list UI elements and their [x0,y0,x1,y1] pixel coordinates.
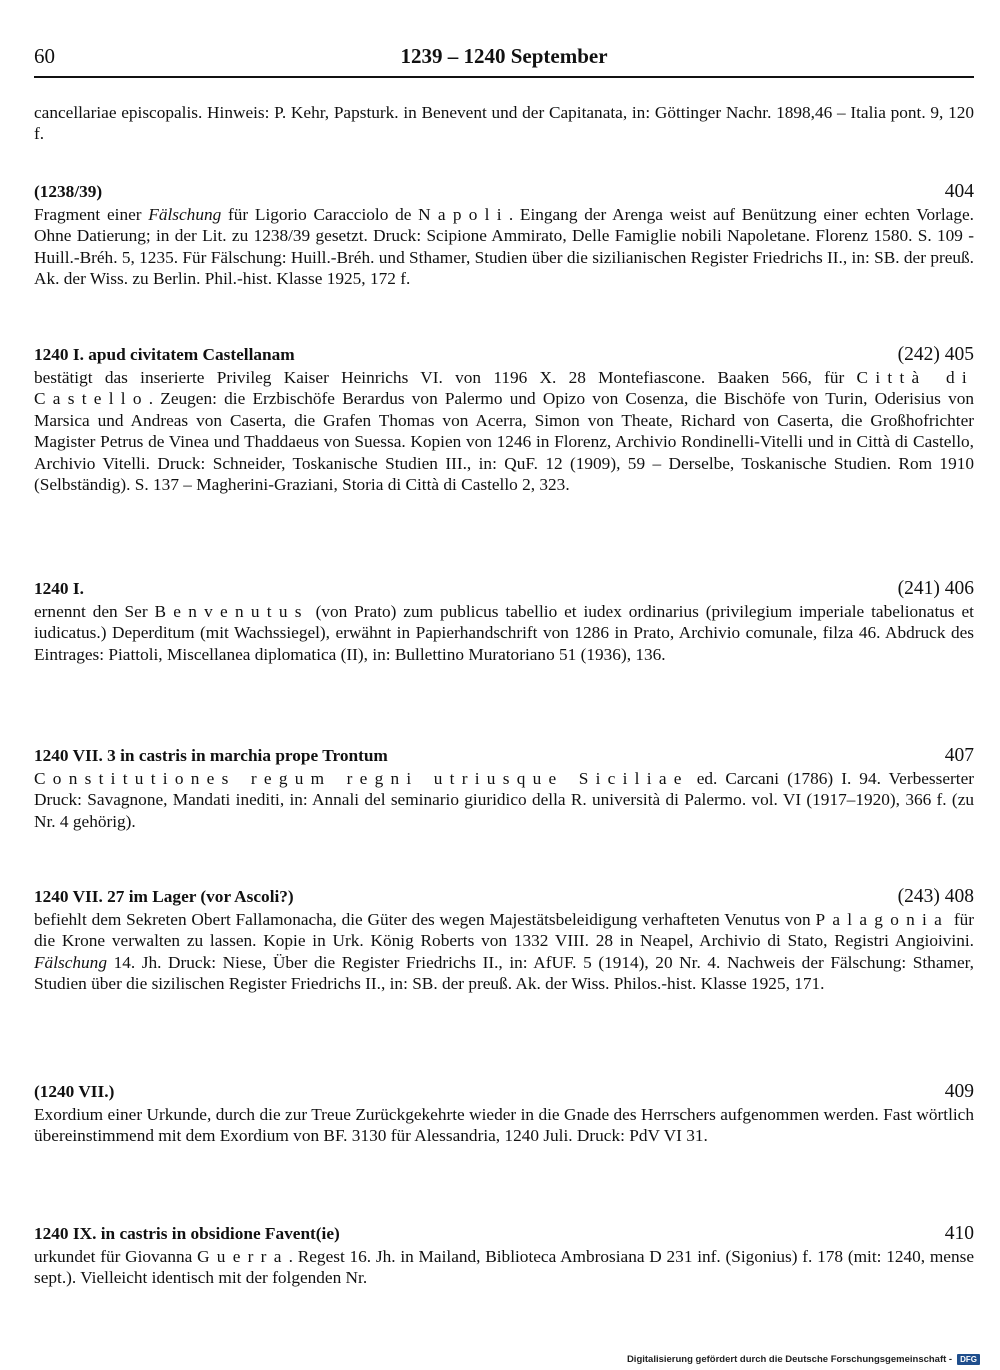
entry-text [34,601,974,665]
text-run: befiehlt dem Sekreten Obert Fallamonacha, die Güter des wegen Majestätsbeleidigung verhafteten Venutus von [34,910,816,929]
entry-text [34,1246,974,1289]
entry-date: (1240 VII.) [34,1082,115,1101]
text-run: . Regest 16. Jh. in Mailand, Biblioteca Ambrosiana D 231 inf. (Sigonius) f. 178 (mit: 1240, mense sept.). Vielleicht identisch mit der folgenden Nr. [34,1247,974,1288]
text-run: für die Krone verwalten zu lassen. Kopie in Urk. König Roberts von 1332 VIII. 28 in Neapel, Archivio di Stato, Registri Angioivini. [34,910,974,951]
entry-number: (241) 406 [897,578,974,599]
entry-text [34,367,974,495]
text-run: 14. Jh. Druck: Niese, Über die Register Friedrichs II., in: AfUF. 5 (1914), 20 Nr. 4. Nachweis der Fälschung: Sthamer, Studien über die sizilischen Register Friedrichs II., in: SB. der preuß. Ak. der Wiss. Philos.-hist. Klasse 1925, 171. [34,952,974,994]
spaced-name: Constitutiones regum regni utriusque Siciliae [34,769,689,788]
entry-date: 1240 VII. 27 im Lager (vor Ascoli?) [34,887,294,906]
text-run: . Zeugen: die Erzbischöfe Berardus von Palermo und Opizo von Cosenza, die Bischöfe von Turin, Oderisius von Marsica und Andreas von Caserta, die Grafen Thomas von Acerra, Simon von Theate, Richard von Caserta, die Großhofrichter Magister Petrus de Vinea und Thaddaeus von Suessa. Kopien von 1246 in Florenz, Archivio Rondinelli-Vitelli und in Città di Castello, Archivio Vitelli. Druck: Schneider, Toskanische Studien III., in: QuF. 12 (1909), 59 – Derselbe, Toskanische Studien. Rom 1910 (Selbständig). S. 137 – Magherini-Graziani, Storia di Città di Castello 2, 323. [34,389,974,495]
spaced-name: Città di Castello [34,368,974,409]
entry-number: (242) 405 [897,344,974,365]
intro-paragraph: cancellariae episcopalis. Hinweis: P. Kehr, Papsturk. in Benevent und der Capitanata, in: Göttinger Nachr. 1898,46 – Italia pont. 9, 120 f. [34,103,974,144]
footer-text: Digitalisierung gefördert durch die Deutsche Forschungsgemeinschaft - [626,1353,953,1365]
text-run: Fragment einer [34,205,149,224]
entry-405 [34,343,974,495]
entry-text [34,204,974,290]
entry-head [34,343,974,367]
entry-head [34,180,974,204]
text-run: bestätigt das inserierte Privileg Kaiser Heinrichs VI. von 1196 X. 28 Montefiascone. Baaken 566, für [34,368,857,387]
entry-text [34,768,974,832]
entry-date: 1240 I. [34,579,84,598]
entry-head [34,1222,974,1246]
entry-head [34,744,974,768]
italic-term: Fälschung [34,952,107,972]
entry-404 [34,180,974,290]
text-run: Exordium einer Urkunde, durch die zur Treue Zurückgekehrte wieder in die Gnade des Herrschers aufgenommen werden. Fast wörtlich übereinstimmend mit dem Exordium von BF. 3130 für Alessandria, 1240 Juli. Druck: PdV VI 31. [34,1105,974,1146]
entry-text [34,909,974,995]
text-run: ed. Carcani (1786) I. 94. Verbesserter Druck: Savagnone, Mandati inediti, in: Annali del seminario giuridico della R. università di Palermo. vol. VI (1917–1920), 366 f. (zu Nr. 4 gehörig). [34,769,975,831]
spaced-name: Palagonia [815,910,950,929]
page-number: 60 [34,44,55,68]
entry-number: 410 [944,1223,974,1244]
entry-head [34,577,974,601]
entry-number: 409 [944,1081,974,1102]
entry-date: (1238/39) [34,182,103,201]
entry-406 [34,577,974,665]
text-run: ernennt den Ser [34,602,155,621]
entry-409 [34,1080,974,1147]
page-header [34,42,974,78]
entry-head [34,1080,974,1104]
spaced-name: Guerra [197,1247,289,1266]
spaced-name: Napoli [418,205,509,224]
entry-date: 1240 I. apud civitatem Castellanam [34,345,295,364]
spaced-name: Benvenutus [154,602,309,621]
entry-number: 404 [944,181,974,202]
entry-410 [34,1222,974,1289]
entry-text [34,1104,974,1147]
text-run: urkundet für Giovanna [34,1247,198,1266]
entry-date: 1240 IX. in castris in obsidione Favent(ie) [34,1224,340,1243]
text-run: für Ligorio Caracciolo de [221,205,419,224]
text-run: . Eingang der Arenga weist auf Benützung einer echten Vorlage. Ohne Datierung; in der Lit. zu 1238/39 gesetzt. Druck: Scipione Ammirato, Delle Famiglie nobili Napoletane. Florenz 1580. S. 109 - Huill.-Bréh. 5, 1235. Für Fälschung: Huill.-Bréh. und Sthamer, Studien über die sizilianischen Register Friedrichs II., in: SB. der preuß. Ak. der Wiss. zu Berlin. Phil.-hist. Klasse 1925, 172 f. [34,205,974,289]
entry-date: 1240 VII. 3 in castris in marchia prope Trontum [34,746,388,765]
entry-head [34,885,974,909]
digitization-footer [627,1352,980,1366]
entry-407 [34,744,974,832]
running-head: 1239 – 1240 September [400,44,608,68]
dfg-logo: DFG [957,1354,980,1365]
italic-term: Fälschung [148,205,222,224]
text-run: (von Prato) zum publicus tabellio et iudex ordinarius (privilegium imperiale tabelionatus et iudicatus.) Deperditum (mit Wachssiegel), erwähnt in Papierhandschrift von 1286 in Prato, Archivio comunale, filza 46. Abdruck des Eintrages: Piattoli, Miscellanea diplomatica (II), in: Bullettino Muratoriano 51 (1936), 136. [34,602,974,664]
entry-408 [34,885,974,995]
entry-number: 407 [944,745,974,766]
entry-number: (243) 408 [897,886,974,907]
